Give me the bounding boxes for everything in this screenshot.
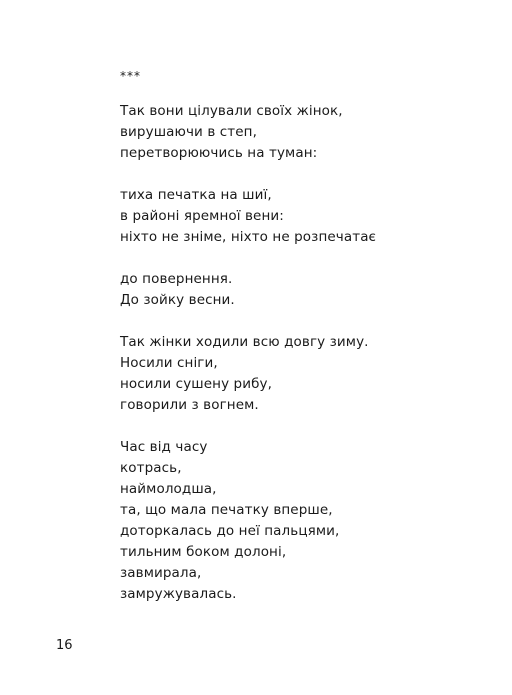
stanza — [120, 185, 376, 248]
poem-line: наймолодша, — [120, 481, 217, 497]
poem-line: Носили сніги, — [120, 355, 218, 371]
poem-line: завмирала, — [120, 565, 202, 581]
poem-line: перетворюючись на туман: — [120, 145, 318, 161]
poem-line: До зойку весни. — [120, 292, 235, 308]
poem-line: доторкалась до неї пальцями, — [120, 523, 340, 539]
poem-line: та, що мала печатку вперше, — [120, 502, 333, 518]
poem-line: тиха печатка на шиї, — [120, 187, 272, 203]
poem-line: вирушаючи в степ, — [120, 124, 257, 140]
poem-line: говорили з вогнем. — [120, 397, 259, 413]
page-number: 16 — [56, 638, 73, 653]
poem-line: ніхто не зніме, ніхто не розпечатає — [120, 229, 377, 245]
poem-line: тильним боком долоні, — [120, 544, 287, 560]
poem-line: до повернення. — [120, 271, 233, 287]
stanza — [120, 332, 376, 416]
poem — [120, 66, 376, 605]
ornament-asterisks: *** — [120, 69, 141, 83]
poem-line: носили сушену рибу, — [120, 376, 273, 392]
poem-line: Час від часу — [120, 439, 208, 455]
poem-line: Так жінки ходили всю довгу зиму. — [120, 334, 369, 350]
poem-line: котрась, — [120, 460, 182, 476]
stanza — [120, 269, 376, 311]
stanza — [120, 101, 376, 164]
poem-line: замружувалась. — [120, 586, 237, 602]
poem-line: в районі яремної вени: — [120, 208, 284, 224]
poem-line: Так вони цілували своїх жінок, — [120, 103, 343, 119]
stanza — [120, 437, 376, 605]
